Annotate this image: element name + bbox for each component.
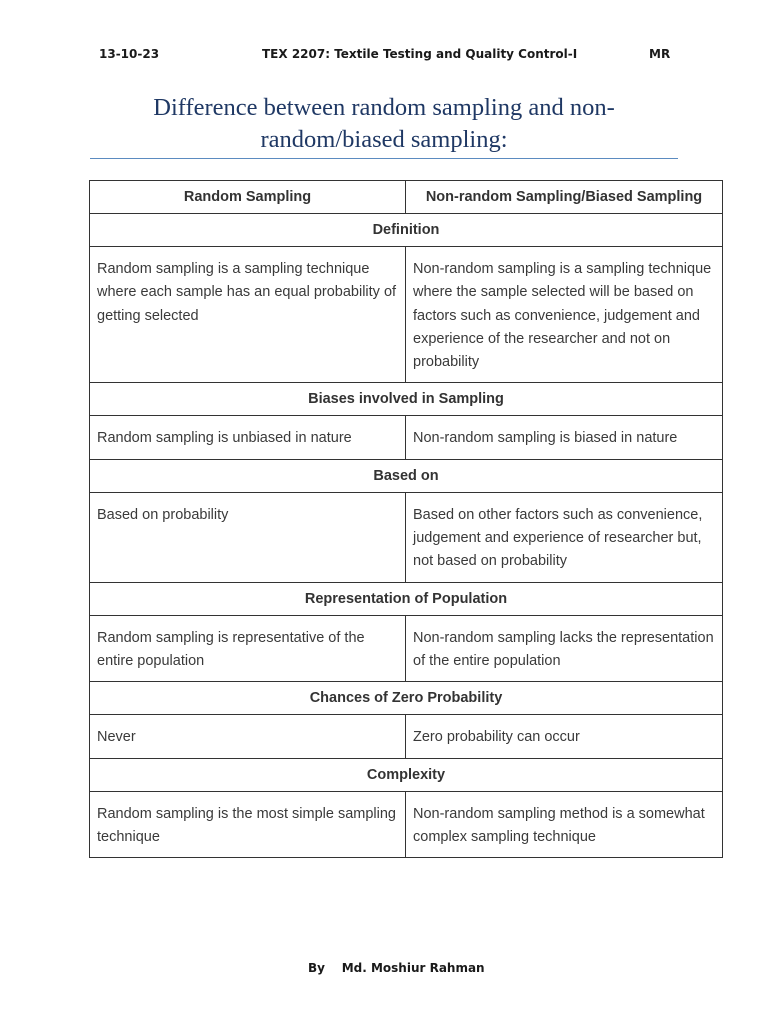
section-heading-row: [90, 758, 723, 791]
table-row: [90, 492, 723, 582]
title-divider: [90, 158, 678, 159]
section-heading-representation: Representation of Population: [90, 582, 723, 615]
table-row: [90, 247, 723, 383]
header-course-title: TEX 2207: Textile Testing and Quality Control-I: [262, 47, 578, 61]
header-date: 13-10-23: [99, 47, 160, 61]
document-title: [90, 92, 678, 156]
table-row: [90, 791, 723, 858]
cell-nonrandom-definition: Non-random sampling is a sampling technique where the sample selected will be based on factors such as convenience, judgement and experience of the researcher and not on probability: [406, 247, 723, 383]
section-heading-row: [90, 582, 723, 615]
column-header-nonrandom: Non-random Sampling/Biased Sampling: [406, 181, 723, 214]
header-initials: MR: [649, 47, 671, 61]
section-heading-based-on: Based on: [90, 459, 723, 492]
cell-nonrandom-biases: Non-random sampling is biased in nature: [406, 416, 723, 459]
footer-author: Md. Moshiur Rahman: [341, 961, 485, 975]
section-heading-row: [90, 682, 723, 715]
footer-by: By: [308, 961, 325, 975]
cell-nonrandom-based-on: Based on other factors such as convenience, judgement and experience of researcher but, not based on probability: [406, 492, 723, 582]
section-heading-biases: Biases involved in Sampling: [90, 383, 723, 416]
page-footer: [308, 961, 485, 975]
section-heading-complexity: Complexity: [90, 758, 723, 791]
column-header-random: Random Sampling: [90, 181, 406, 214]
section-heading-row: [90, 214, 723, 247]
table-row: [90, 416, 723, 459]
title-line-2: random/biased sampling:: [260, 126, 508, 153]
table-row: [90, 715, 723, 758]
cell-random-biases: Random sampling is unbiased in nature: [90, 416, 406, 459]
cell-nonrandom-representation: Non-random sampling lacks the representation of the entire population: [406, 615, 723, 682]
section-heading-definition: Definition: [90, 214, 723, 247]
cell-nonrandom-zero-probability: Zero probability can occur: [406, 715, 723, 758]
cell-random-complexity: Random sampling is the most simple sampling technique: [90, 791, 406, 858]
cell-nonrandom-complexity: Non-random sampling method is a somewhat complex sampling technique: [406, 791, 723, 858]
section-heading-zero-probability: Chances of Zero Probability: [90, 682, 723, 715]
section-heading-row: [90, 459, 723, 492]
title-line-1: Difference between random sampling and non-: [153, 94, 615, 121]
page-header: [0, 47, 768, 67]
cell-random-based-on: Based on probability: [90, 492, 406, 582]
table-header-row: [90, 181, 723, 214]
comparison-table: [89, 180, 723, 858]
section-heading-row: [90, 383, 723, 416]
table-row: [90, 615, 723, 682]
cell-random-definition: Random sampling is a sampling technique where each sample has an equal probability of getting selected: [90, 247, 406, 383]
cell-random-zero-probability: Never: [90, 715, 406, 758]
cell-random-representation: Random sampling is representative of the entire population: [90, 615, 406, 682]
